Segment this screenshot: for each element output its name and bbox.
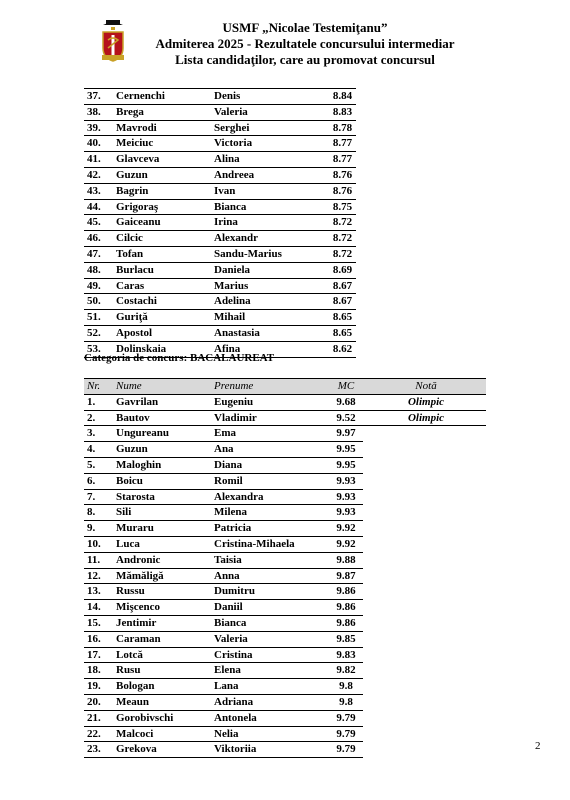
- cell-mc: 9.8: [326, 679, 363, 695]
- cell-nota: [363, 615, 486, 631]
- cell-nr: 52.: [87, 326, 101, 339]
- cell-nr: 21.: [84, 710, 113, 726]
- cell-nota: [363, 521, 486, 537]
- cell-prenume: Nelia: [211, 726, 326, 742]
- cell-prenume: Eugeniu: [214, 395, 254, 408]
- cell-nume: Meiciuc: [116, 137, 154, 150]
- table-row: [84, 710, 486, 726]
- cell-prenume: Irina: [214, 216, 238, 229]
- candidates-table-continued: [84, 88, 356, 358]
- cell-nume: Gorobivschi: [113, 710, 211, 726]
- cell-nota: Olimpic: [407, 395, 445, 408]
- cell-mc: 9.86: [326, 615, 363, 631]
- cell-prenume: Antonela: [211, 710, 326, 726]
- cell-nr: 12.: [84, 568, 113, 584]
- cell-nota: Olimpic: [407, 411, 445, 424]
- cell-prenume: Adelina: [214, 295, 251, 308]
- table-row: [84, 89, 356, 105]
- cell-prenume: Valeria: [211, 631, 326, 647]
- cell-nume: Cilcic: [116, 232, 143, 245]
- cell-mc: 8.72: [332, 232, 353, 245]
- table-row: [84, 262, 356, 278]
- cell-mc: 9.95: [326, 442, 363, 458]
- cell-nume: Dolinskaia: [116, 342, 167, 355]
- cell-nume: Rusu: [113, 663, 211, 679]
- table-row: [84, 215, 356, 231]
- cell-nr: 14.: [84, 600, 113, 616]
- table-row: [84, 536, 486, 552]
- cell-nr: 37.: [87, 90, 101, 102]
- cell-nr: 7.: [84, 489, 113, 505]
- cell-nume: Mişcenco: [113, 600, 211, 616]
- cell-nota: [363, 679, 486, 695]
- table-row: [84, 505, 486, 521]
- cell-mc: 9.85: [326, 631, 363, 647]
- cell-prenume: Cristina: [211, 647, 326, 663]
- table-row: [84, 742, 486, 758]
- cell-nr: 6.: [84, 473, 113, 489]
- bacalaureat-table: [84, 378, 486, 758]
- cell-prenume: Daniil: [211, 600, 326, 616]
- cell-nr: 18.: [84, 663, 113, 679]
- cell-mc: 9.82: [326, 663, 363, 679]
- cell-mc: 9.52: [336, 411, 356, 424]
- table-header-row: [84, 379, 486, 395]
- cell-nota: [363, 710, 486, 726]
- table-row: [84, 246, 356, 262]
- cell-prenume: Diana: [211, 457, 326, 473]
- cell-prenume: Ivan: [214, 184, 236, 197]
- header-prenume: Prenume: [214, 380, 254, 392]
- cell-nota: [363, 489, 486, 505]
- cell-prenume: Anna: [211, 568, 326, 584]
- cell-nume: Maloghin: [113, 457, 211, 473]
- cell-nr: 16.: [84, 631, 113, 647]
- cell-prenume: Bianca: [214, 200, 247, 213]
- cell-mc: 9.79: [326, 710, 363, 726]
- cell-mc: 8.65: [332, 311, 353, 324]
- cell-mc: 9.97: [326, 426, 363, 442]
- cell-mc: 8.76: [332, 168, 353, 181]
- cell-prenume: Lana: [211, 679, 326, 695]
- cell-nota: [363, 536, 486, 552]
- cell-prenume: Milena: [211, 505, 326, 521]
- cell-nota: [363, 505, 486, 521]
- cell-nr: 45.: [87, 216, 101, 229]
- cell-nume: Guriţă: [116, 311, 148, 324]
- cell-mc: 9.93: [326, 489, 363, 505]
- cell-mc: 9.79: [326, 726, 363, 742]
- cell-nota: [363, 584, 486, 600]
- cell-prenume: Alexandra: [211, 489, 326, 505]
- table-row: [84, 294, 356, 310]
- cell-nume: Brega: [116, 105, 144, 118]
- cell-nume: Costachi: [116, 295, 157, 308]
- table-row: [84, 152, 356, 168]
- document-header: [140, 20, 470, 68]
- cell-nume: Andronic: [113, 552, 211, 568]
- cell-nota: [363, 647, 486, 663]
- cell-nota: [363, 742, 486, 758]
- cell-prenume: Sandu-Marius: [214, 247, 282, 260]
- cell-nr: 17.: [84, 647, 113, 663]
- cell-nume: Guzun: [113, 442, 211, 458]
- cell-nume: Caras: [116, 279, 145, 292]
- cell-nume: Lotcă: [113, 647, 211, 663]
- table-row: [84, 726, 486, 742]
- cell-mc: 9.87: [326, 568, 363, 584]
- cell-nume: Glavceva: [116, 153, 160, 166]
- cell-nume: Mămăligă: [113, 568, 211, 584]
- cell-nr: 53.: [87, 342, 101, 355]
- cell-prenume: Patricia: [211, 521, 326, 537]
- cell-prenume: Mihail: [214, 311, 246, 324]
- table-row: [84, 489, 486, 505]
- header-subtitle: Lista candidaţilor, care au promovat concursul: [175, 52, 435, 67]
- cell-nr: 44.: [87, 200, 101, 213]
- cell-mc: 8.76: [332, 184, 353, 197]
- cell-prenume: Alina: [214, 153, 240, 166]
- cell-nr: 42.: [87, 168, 101, 181]
- cell-nr: 2.: [87, 411, 96, 424]
- cell-nume: Bologan: [113, 679, 211, 695]
- cell-nr: 3.: [84, 426, 113, 442]
- usmf-crest-icon: [100, 18, 126, 62]
- table-row: [84, 231, 356, 247]
- cell-nota: [363, 694, 486, 710]
- cell-nume: Bagrin: [116, 184, 149, 197]
- header-mc: MC: [337, 380, 355, 392]
- cell-nr: 49.: [87, 279, 101, 292]
- cell-prenume: Viktoriia: [211, 742, 326, 758]
- table-row: [84, 584, 486, 600]
- cell-nr: 15.: [84, 615, 113, 631]
- table-row: [84, 473, 486, 489]
- cell-nume: Muraru: [113, 521, 211, 537]
- cell-mc: 8.72: [332, 247, 353, 260]
- cell-nota: [363, 568, 486, 584]
- cell-nume: Mavrodi: [116, 121, 157, 134]
- cell-mc: 9.93: [326, 505, 363, 521]
- cell-mc: 8.78: [332, 121, 353, 134]
- cell-nota: [363, 726, 486, 742]
- cell-prenume: Daniela: [214, 263, 251, 276]
- cell-nr: 46.: [87, 232, 101, 245]
- cell-nr: 23.: [84, 742, 113, 758]
- header-title: Admiterea 2025 - Rezultatele concursului intermediar: [155, 36, 455, 51]
- cell-prenume: Serghei: [214, 121, 250, 134]
- cell-mc: 8.62: [332, 342, 353, 355]
- table-row: [84, 183, 356, 199]
- cell-prenume: Bianca: [211, 615, 326, 631]
- table-row: [84, 631, 486, 647]
- table-row: [84, 442, 486, 458]
- cell-prenume: Elena: [211, 663, 326, 679]
- cell-mc: 9.93: [326, 473, 363, 489]
- cell-nr: 10.: [84, 536, 113, 552]
- cell-nota: [363, 663, 486, 679]
- cell-prenume: Marius: [214, 279, 249, 292]
- table-row: [84, 167, 356, 183]
- cell-nume: Apostol: [116, 326, 153, 339]
- table-row: [84, 600, 486, 616]
- table-row: [84, 120, 356, 136]
- table-row: [84, 410, 486, 426]
- section-title-bacalaureat: Categoria de concurs: BACALAUREAT: [84, 352, 275, 364]
- cell-mc: 9.83: [326, 647, 363, 663]
- cell-mc: 8.75: [332, 200, 353, 213]
- cell-nume: Grigoraş: [116, 200, 159, 213]
- cell-nume: Luca: [113, 536, 211, 552]
- cell-mc: 9.88: [326, 552, 363, 568]
- table-row: [84, 521, 486, 537]
- cell-mc: 9.86: [326, 600, 363, 616]
- cell-nume: Tofan: [116, 247, 144, 260]
- table-row: [84, 694, 486, 710]
- cell-prenume: Valeria: [214, 105, 248, 118]
- table-row: [84, 679, 486, 695]
- cell-nume: Gavrilan: [116, 395, 159, 408]
- table-row: [84, 104, 356, 120]
- cell-prenume: Alexandr: [214, 232, 258, 245]
- cell-mc: 8.65: [332, 326, 353, 339]
- table-row: [84, 457, 486, 473]
- cell-nr: 4.: [84, 442, 113, 458]
- header-institution: USMF „Nicolae Testemiţanu”: [222, 20, 388, 35]
- table-row: [84, 663, 486, 679]
- table-row: [84, 310, 356, 326]
- cell-nr: 1.: [87, 395, 96, 408]
- cell-nr: 40.: [87, 137, 101, 150]
- cell-mc: 8.67: [332, 279, 353, 292]
- cell-nume: Meaun: [113, 694, 211, 710]
- cell-nr: 47.: [87, 247, 101, 260]
- cell-nr: 8.: [84, 505, 113, 521]
- cell-nume: Guzun: [116, 168, 148, 181]
- table-row: [84, 426, 486, 442]
- cell-nume: Jentimir: [113, 615, 211, 631]
- cell-nr: 51.: [87, 311, 101, 324]
- cell-nume: Caraman: [113, 631, 211, 647]
- cell-nr: 22.: [84, 726, 113, 742]
- cell-mc: 9.92: [326, 536, 363, 552]
- cell-prenume: Andreea: [214, 168, 255, 181]
- cell-nota: [363, 457, 486, 473]
- cell-mc: 8.69: [332, 263, 353, 276]
- cell-nume: Malcoci: [113, 726, 211, 742]
- cell-nota: [363, 442, 486, 458]
- cell-prenume: Taisia: [211, 552, 326, 568]
- cell-prenume: Adriana: [211, 694, 326, 710]
- cell-nume: Burlacu: [116, 263, 154, 276]
- header-nume: Nume: [116, 380, 142, 392]
- cell-nota: [363, 600, 486, 616]
- cell-prenume: Denis: [214, 90, 241, 102]
- table-row: [84, 568, 486, 584]
- cell-nr: 19.: [84, 679, 113, 695]
- cell-prenume: Victoria: [214, 137, 253, 150]
- table-row: [84, 278, 356, 294]
- cell-nr: 11.: [84, 552, 113, 568]
- cell-mc: 9.92: [326, 521, 363, 537]
- cell-mc: 9.79: [326, 742, 363, 758]
- page-number: 2: [535, 740, 541, 752]
- table-row: [84, 394, 486, 410]
- cell-nume: Starosta: [113, 489, 211, 505]
- cell-nume: Bautov: [116, 411, 150, 424]
- cell-prenume: Afina: [214, 342, 241, 355]
- table-row: [84, 552, 486, 568]
- cell-prenume: Ema: [211, 426, 326, 442]
- cell-nr: 41.: [87, 153, 101, 166]
- cell-nr: 13.: [84, 584, 113, 600]
- cell-nota: [363, 473, 486, 489]
- cell-nr: 43.: [87, 184, 101, 197]
- cell-nume: Cernenchi: [116, 90, 165, 102]
- table-row: [84, 199, 356, 215]
- cell-prenume: Cristina-Mihaela: [211, 536, 326, 552]
- cell-nume: Gaiceanu: [116, 216, 161, 229]
- cell-nota: [363, 631, 486, 647]
- cell-mc: 8.83: [332, 105, 353, 118]
- cell-nr: 20.: [84, 694, 113, 710]
- cell-mc: 8.84: [332, 90, 353, 102]
- cell-nr: 38.: [87, 105, 101, 118]
- cell-mc: 9.95: [326, 457, 363, 473]
- cell-nume: Boicu: [113, 473, 211, 489]
- cell-nr: 48.: [87, 263, 101, 276]
- table-row: [84, 647, 486, 663]
- cell-nr: 9.: [84, 521, 113, 537]
- table-row: [84, 136, 356, 152]
- cell-prenume: Ana: [211, 442, 326, 458]
- cell-nume: Grekova: [113, 742, 211, 758]
- cell-prenume: Dumitru: [211, 584, 326, 600]
- cell-mc: 9.8: [326, 694, 363, 710]
- cell-prenume: Romil: [211, 473, 326, 489]
- cell-mc: 8.72: [332, 216, 353, 229]
- cell-prenume: Vladimir: [214, 411, 257, 424]
- cell-nr: 50.: [87, 295, 101, 308]
- cell-nota: [363, 552, 486, 568]
- cell-nume: Russu: [113, 584, 211, 600]
- cell-mc: 8.77: [332, 153, 353, 166]
- table-row: [84, 615, 486, 631]
- cell-mc: 9.68: [336, 395, 356, 408]
- cell-mc: 9.86: [326, 584, 363, 600]
- cell-nr: 39.: [87, 121, 101, 134]
- table-row: [84, 325, 356, 341]
- cell-nume: Sili: [113, 505, 211, 521]
- cell-mc: 8.77: [332, 137, 353, 150]
- cell-nota: [363, 426, 486, 442]
- cell-mc: 8.67: [332, 295, 353, 308]
- header-nota: Notă: [415, 380, 437, 392]
- cell-prenume: Anastasia: [214, 326, 260, 339]
- header-nr: Nr.: [87, 380, 101, 392]
- cell-nr: 5.: [84, 457, 113, 473]
- cell-nume: Ungureanu: [113, 426, 211, 442]
